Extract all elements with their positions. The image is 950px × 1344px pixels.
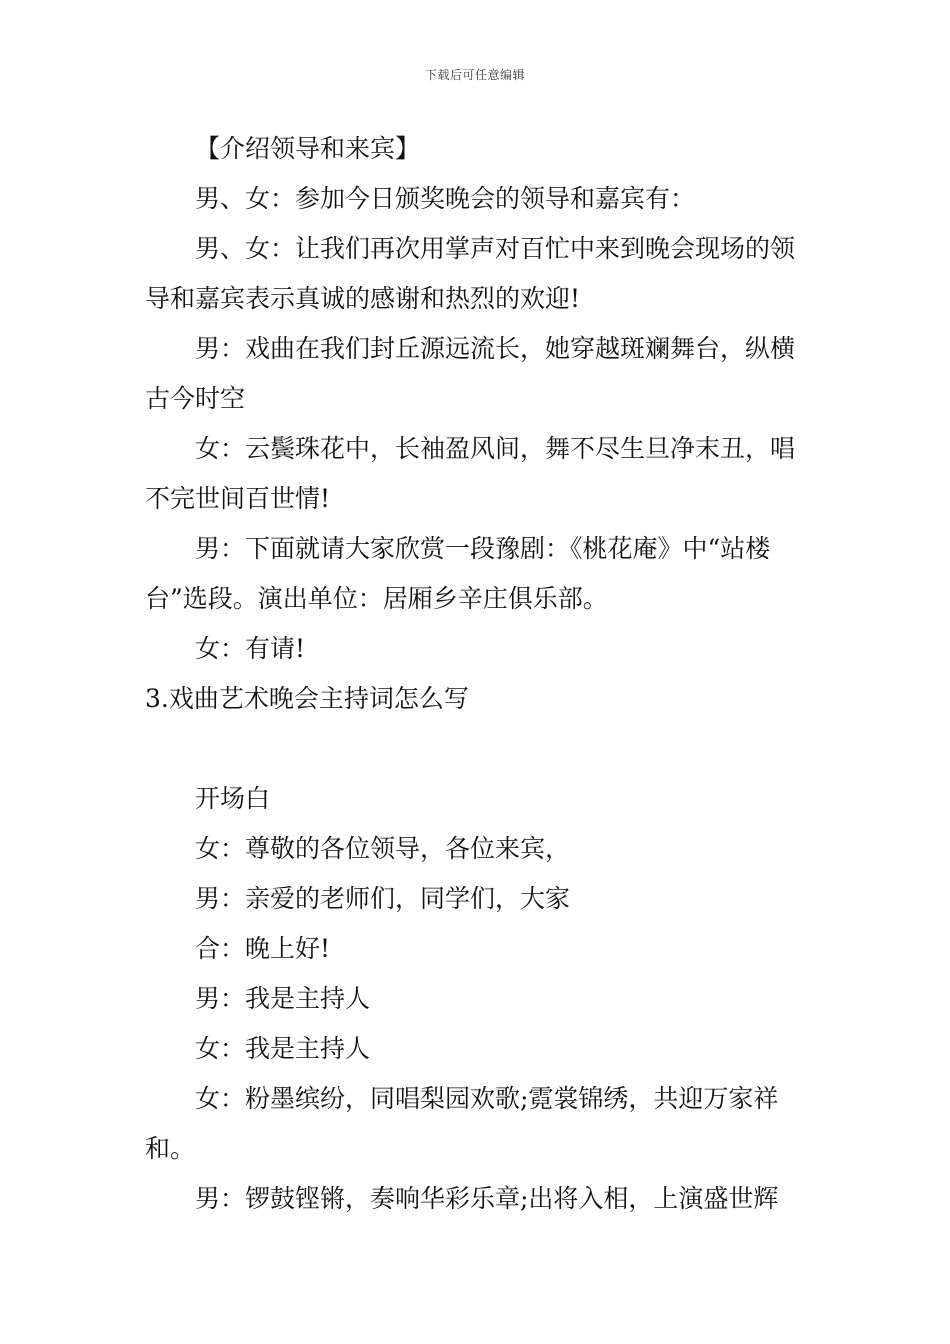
- paragraph-greeting-together: 合：晚上好!: [195, 934, 331, 963]
- paragraph-invite: 女：有请!: [195, 634, 306, 663]
- opening-label: 开场白: [195, 784, 271, 813]
- paragraph-performance-intro: 男：下面就请大家欣赏一段豫剧：《桃花庵》中“站楼台”选段。演出单位：居厢乡辛庄俱乐部。: [145, 534, 771, 613]
- paragraph-guests: 男、女：参加今日颁奖晚会的领导和嘉宾有：: [195, 184, 696, 213]
- paragraph-greeting-female: 女：尊敬的各位领导，各位来宾，: [195, 834, 571, 863]
- paragraph-host-female: 女：我是主持人: [195, 1034, 371, 1063]
- paragraph-thanks: 男、女：让我们再次用掌声对百忙中来到晚会现场的领导和嘉宾表示真诚的感谢和热烈的欢迎!: [145, 234, 796, 313]
- document-body: [145, 124, 809, 1224]
- paragraph-opera-verse: 女：云鬓珠花中，长袖盈风间，舞不尽生旦净末丑，唱不完世间百世情!: [145, 434, 796, 513]
- section-title: 3.戏曲艺术晚会主持词怎么写: [145, 684, 469, 713]
- intro-heading: 【介绍领导和来宾】: [195, 134, 421, 163]
- paragraph-host-male: 男：我是主持人: [195, 984, 371, 1013]
- paragraph-verse-male: 男：锣鼓铿锵，奏响华彩乐章;出将入相，上演盛世辉: [195, 1184, 779, 1213]
- paragraph-verse-female: 女：粉墨缤纷，同唱梨园欢歌;霓裳锦绣，共迎万家祥和。: [145, 1084, 779, 1163]
- page-header-note: 下载后可任意编辑: [424, 68, 525, 82]
- blank-line: [145, 724, 809, 774]
- paragraph-opera-history: 男：戏曲在我们封丘源远流长，她穿越斑斓舞台，纵横古今时空: [145, 334, 796, 413]
- paragraph-greeting-male: 男：亲爱的老师们，同学们，大家: [195, 884, 571, 913]
